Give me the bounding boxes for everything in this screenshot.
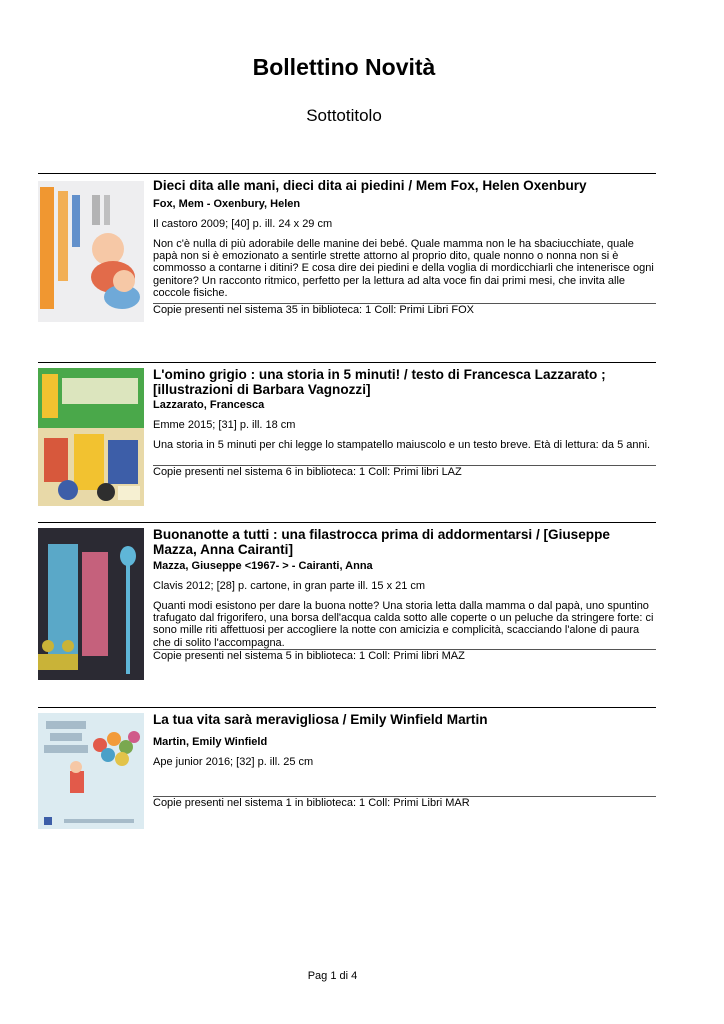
entry-divider bbox=[38, 707, 656, 708]
book-info bbox=[153, 178, 656, 299]
book-publication: Emme 2015; [31] p. ill. 18 cm bbox=[153, 419, 296, 431]
book-description: Quanti modi esistono per dare la buona notte? Una storia letta dalla mamma o dal papà, uno spuntino trafugato dal frigorifero, una borsa dell'acqua calda sotto alle coperte o un peluche da stringere forte: ci sono mille riti affettuosi per accogliere la notte con amicizia e complicità, scacciando l'alone di paura che di solito l'accompagna. bbox=[153, 600, 654, 649]
book-publication: Clavis 2012; [28] p. cartone, in gran parte ill. 15 x 21 cm bbox=[153, 580, 426, 592]
book-entry bbox=[38, 522, 656, 682]
book-entry bbox=[38, 707, 656, 837]
book-publication: Ape junior 2016; [32] p. ill. 25 cm bbox=[153, 756, 314, 768]
book-copies: Copie presenti nel sistema 5 in biblioteca: 1 Coll: Primi libri MAZ bbox=[153, 649, 656, 662]
entry-divider bbox=[38, 522, 656, 523]
page-title: Bollettino Novità bbox=[252, 54, 436, 80]
book-authors: Martin, Emily Winfield bbox=[153, 736, 268, 748]
book-info bbox=[153, 367, 656, 451]
book-entry bbox=[38, 173, 656, 323]
book-publication: Il castoro 2009; [40] p. ill. 24 x 29 cm bbox=[153, 218, 333, 230]
book-title[interactable]: La tua vita sarà meravigliosa / Emily Winfield Martin bbox=[153, 712, 488, 727]
book-authors: Mazza, Giuseppe <1967- > - Cairanti, Anna bbox=[153, 560, 373, 572]
book-authors: Lazzarato, Francesca bbox=[153, 399, 265, 411]
book-title[interactable]: Dieci dita alle mani, dieci dita ai piedini / Mem Fox, Helen Oxenbury bbox=[153, 178, 587, 193]
book-description: Non c'è nulla di più adorabile delle manine dei bebé. Quale mamma non le ha sbaciucchiate, quale papà non si è emozionato a sentirle strette attorno al proprio dito, quale nonno o nonna non si è commosso a contarne i ditini? E cosa dire dei piedini e della voglia di mordicchiarli che intenerisce ogni genitore? Un racconto ritmico, perfetto per la lettura ad alta voce fin dai primi mesi, che invita alle coccole fisiche. bbox=[153, 238, 654, 299]
book-cover-image bbox=[38, 713, 144, 829]
page-subtitle: Sottotitolo bbox=[306, 106, 382, 125]
book-copies: Copie presenti nel sistema 1 in biblioteca: 1 Coll: Primi Libri MAR bbox=[153, 796, 656, 809]
book-cover-image bbox=[38, 368, 144, 506]
book-entry bbox=[38, 362, 656, 512]
book-info bbox=[153, 712, 656, 769]
book-description: Una storia in 5 minuti per chi legge lo stampatello maiuscolo e un testo breve. Età di lettura: da 5 anni. bbox=[153, 439, 651, 451]
book-info bbox=[153, 527, 656, 649]
book-copies: Copie presenti nel sistema 35 in biblioteca: 1 Coll: Primi Libri FOX bbox=[153, 303, 656, 316]
book-copies: Copie presenti nel sistema 6 in biblioteca: 1 Coll: Primi libri LAZ bbox=[153, 465, 656, 478]
book-authors: Fox, Mem - Oxenbury, Helen bbox=[153, 198, 301, 210]
book-title[interactable]: L'omino grigio : una storia in 5 minuti! / testo di Francesca Lazzarato ; [illustrazioni di Barbara Vagnozzi] bbox=[153, 367, 606, 397]
page-number: Pag 1 di 4 bbox=[307, 970, 358, 982]
book-title[interactable]: Buonanotte a tutti : una filastrocca prima di addormentarsi / [Giuseppe Mazza, Anna Cairanti] bbox=[153, 527, 610, 557]
entry-divider bbox=[38, 362, 656, 363]
entry-divider bbox=[38, 173, 656, 174]
book-cover-image bbox=[38, 181, 144, 322]
book-cover-image bbox=[38, 528, 144, 680]
